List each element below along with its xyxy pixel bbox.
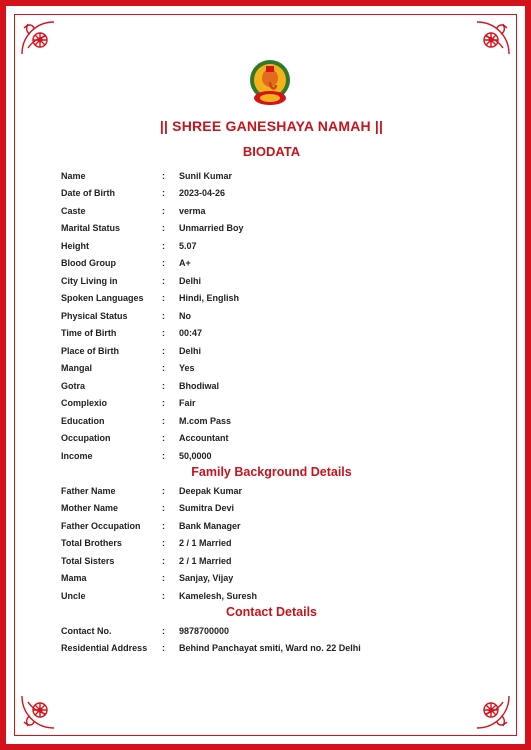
detail-value: 5.07 (179, 240, 197, 251)
detail-row (61, 272, 501, 290)
detail-label: Complexio (61, 398, 108, 409)
detail-value: Accountant (179, 433, 229, 444)
detail-row (61, 570, 501, 588)
detail-value: Kamelesh, Suresh (179, 590, 258, 601)
detail-separator: : (162, 380, 165, 391)
detail-value: Sunil Kumar (179, 170, 233, 181)
detail-label: Mangal (61, 363, 93, 374)
detail-value: Deepak Kumar (179, 485, 243, 496)
detail-separator: : (162, 258, 165, 269)
detail-separator: : (162, 205, 165, 216)
detail-row (61, 552, 501, 570)
detail-row (61, 412, 501, 430)
detail-value: 2 / 1 Married (179, 555, 232, 566)
detail-separator: : (162, 538, 165, 549)
detail-separator: : (162, 345, 165, 356)
floral-corner-icon (18, 18, 58, 58)
detail-label: Blood Group (61, 258, 116, 269)
detail-label: Date of Birth (61, 188, 115, 199)
detail-label: Uncle (61, 590, 86, 601)
detail-separator: : (162, 433, 165, 444)
detail-value: 00:47 (179, 328, 203, 339)
detail-separator: : (162, 328, 165, 339)
detail-row (61, 185, 501, 203)
detail-row (61, 587, 501, 605)
detail-row (61, 167, 501, 185)
detail-row (61, 430, 501, 448)
detail-value: verma (179, 205, 206, 216)
detail-value: 50,0000 (179, 450, 212, 461)
detail-label: Father Name (61, 485, 116, 496)
invocation-heading: || SHREE GANESHAYA NAMAH || (159, 118, 384, 134)
detail-separator: : (162, 590, 165, 601)
floral-corner-icon (18, 692, 58, 732)
detail-separator: : (162, 223, 165, 234)
detail-separator: : (162, 240, 165, 251)
detail-value: 2 / 1 Married (179, 538, 232, 549)
family-details (61, 482, 501, 605)
detail-value: 2023-04-26 (179, 188, 226, 199)
detail-row (61, 640, 501, 658)
detail-value: Delhi (179, 275, 202, 286)
detail-value: Delhi (179, 345, 202, 356)
detail-value: 9878700000 (179, 625, 230, 636)
detail-separator: : (162, 520, 165, 531)
detail-separator: : (162, 398, 165, 409)
detail-label: Father Occupation (61, 520, 141, 531)
detail-row (61, 290, 501, 308)
detail-row (61, 377, 501, 395)
detail-separator: : (162, 573, 165, 584)
detail-label: Contact No. (61, 625, 112, 636)
detail-row (61, 237, 501, 255)
detail-label: Place of Birth (61, 345, 120, 356)
detail-row (61, 342, 501, 360)
detail-value: Fair (179, 398, 196, 409)
detail-separator: : (162, 310, 165, 321)
detail-label: Name (61, 170, 86, 181)
detail-label: Caste (61, 205, 86, 216)
detail-label: City Living in (61, 275, 118, 286)
detail-label: Mother Name (61, 503, 119, 514)
detail-label: Marital Status (61, 223, 121, 234)
detail-row (61, 202, 501, 220)
detail-label: Total Sisters (61, 555, 115, 566)
detail-label: Occupation (61, 433, 111, 444)
detail-separator: : (162, 188, 165, 199)
detail-separator: : (162, 503, 165, 514)
detail-separator: : (162, 363, 165, 374)
detail-label: Mama (61, 573, 87, 584)
detail-value: Bhodiwal (179, 380, 219, 391)
detail-label: Spoken Languages (61, 293, 144, 304)
detail-value: Yes (179, 363, 195, 374)
detail-separator: : (162, 415, 165, 426)
detail-separator: : (162, 450, 165, 461)
detail-row (61, 500, 501, 518)
detail-label: Time of Birth (61, 328, 117, 339)
detail-value: A+ (179, 258, 191, 269)
detail-row (61, 447, 501, 465)
detail-value: Sumitra Devi (179, 503, 235, 514)
ganesha-icon (246, 58, 294, 108)
detail-separator: : (162, 625, 165, 636)
detail-separator: : (162, 170, 165, 181)
detail-label: Total Brothers (61, 538, 122, 549)
detail-row (61, 255, 501, 273)
detail-separator: : (162, 293, 165, 304)
detail-value: Unmarried Boy (179, 223, 244, 234)
detail-label: Income (61, 450, 93, 461)
contact-details (61, 622, 501, 657)
floral-corner-icon (473, 692, 513, 732)
biodata-title: BIODATA (242, 144, 301, 159)
detail-value: Hindi, English (179, 293, 239, 304)
detail-separator: : (162, 555, 165, 566)
detail-separator: : (162, 485, 165, 496)
detail-row (61, 220, 501, 238)
detail-separator: : (162, 643, 165, 654)
detail-row (61, 325, 501, 343)
detail-value: Behind Panchayat smiti, Ward no. 22 Delhi (179, 643, 361, 654)
floral-corner-icon (473, 18, 513, 58)
detail-value: Sanjay, Vijay (179, 573, 234, 584)
detail-row (61, 307, 501, 325)
personal-details (61, 167, 501, 465)
detail-label: Gotra (61, 380, 86, 391)
detail-row (61, 535, 501, 553)
detail-value: No (179, 310, 191, 321)
detail-row (61, 360, 501, 378)
detail-label: Physical Status (61, 310, 128, 321)
detail-row (61, 482, 501, 500)
detail-label: Height (61, 240, 89, 251)
detail-row (61, 622, 501, 640)
family-heading: Family Background Details (191, 465, 352, 479)
detail-value: M.com Pass (179, 415, 232, 426)
detail-separator: : (162, 275, 165, 286)
contact-heading: Contact Details (226, 605, 317, 619)
detail-value: Bank Manager (179, 520, 241, 531)
detail-label: Education (61, 415, 105, 426)
detail-row (61, 517, 501, 535)
detail-row (61, 395, 501, 413)
detail-label: Residential Address (61, 643, 148, 654)
